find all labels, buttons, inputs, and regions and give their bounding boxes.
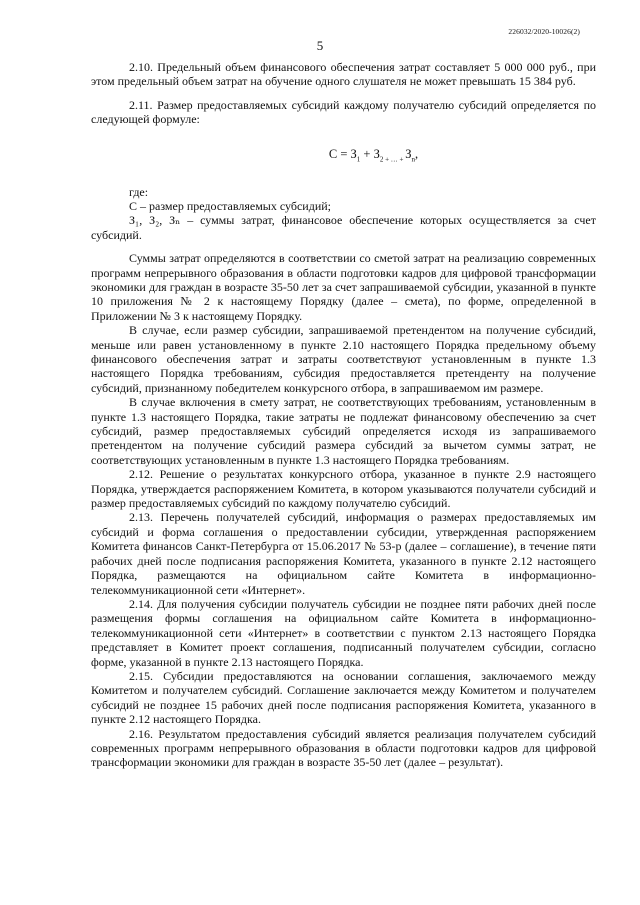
paragraph-2-12: 2.12. Решение о результатах конкурсного отбора, указанное в пункте 2.9 настоящего Порядка, утверждается распоряжением Комитета, в котором указываются получатели субсидий и размер предоставляемых субсидий по каждому получателю субсидий. — [91, 467, 596, 511]
formula-sub-2: 2 + … + — [379, 155, 406, 164]
formula-plus: + З — [360, 146, 380, 161]
paragraph-2-14: 2.14. Для получения субсидии получатель субсидии не позднее пяти рабочих дней после размещения формы соглашения на официальном сайте Комитета в информационно-телекоммуникационной сети «Интернет» в соответствии с пунктом 2.13 настоящего Порядка представляет в Комитет проект соглашения, подписанный получателем субсидии, согласно форме, указанной в пункте 2.13 настоящего Порядка. — [91, 596, 596, 669]
formula-end: , — [415, 146, 419, 161]
formula-sub-n: n — [411, 155, 415, 164]
paragraph-2-10: 2.10. Предельный объем финансового обеспечения затрат составляет 5 000 000 руб., при этом предельный объем затрат на обучение одного слушателя не может превышать 15 384 руб. — [91, 60, 596, 89]
paragraph-sums: Суммы затрат определяются в соответствии со сметой затрат на реализацию современных программ непрерывного образования в области подготовки кадров для цифровой трансформации экономики для граждан в возрасте 35-50 лет за счет запрашиваемой субсидии, указанной в пункте 10 приложения № 2 к настоящему Порядку (далее – смета), по форме, определенной в Приложении № 3 к настоящему Порядку. — [91, 251, 596, 323]
document-body — [91, 60, 596, 770]
paragraph-case-1: В случае, если размер субсидии, запрашиваемой претендентом на получение субсидий, меньше или равен установленному в пункте 2.10 настоящего Порядка предельному объему финансового обеспечения затрат и затраты соответствуют установленным в пункте 1.3 настоящего Порядка требованиям, субсидия предоставляется претенденту на получение субсидий, признанному победителем конкурсного отбора, в запрашиваемом им размере. — [91, 323, 596, 395]
definition-c: С – размер предоставляемых субсидий; — [129, 198, 332, 213]
formula-z: З — [405, 146, 412, 161]
page-number: 5 — [316, 38, 324, 53]
where-label: где: — [129, 184, 149, 199]
definition-z: З₁, З₂, Зₙ – суммы затрат, финансовое обеспечение которых осуществляется за счет субсидий. — [91, 213, 596, 242]
paragraph-2-13: 2.13. Перечень получателей субсидий, информация о размерах предоставляемых им субсидий и форма соглашения о предоставлении субсидии, утвержденная распоряжением Комитета финансов Санкт-Петербурга от 15.06.2017 № 53-р (далее – соглашение), в течение пяти рабочих дней после подписания распоряжения Комитета, указанного в пункте 2.12 настоящего Порядка, размещаются на официальном сайте Комитета в информационно-телекоммуникационной сети «Интернет». — [91, 510, 596, 597]
paragraph-2-11: 2.11. Размер предоставляемых субсидий каждому получателю субсидий определяется по следующей формуле: — [91, 97, 596, 127]
formula-sub-1: 1 — [356, 155, 361, 164]
formula-definitions — [91, 185, 596, 243]
paragraph-2-16: 2.16. Результатом предоставления субсидий является реализация получателем субсидий современных программ непрерывного образования в области подготовки кадров для цифровой трансформации экономики для граждан в возрасте 35-50 лет (далее – результат). — [91, 726, 596, 770]
subsidy-formula — [91, 147, 596, 167]
document-id: 226032/2020-10026(2) — [508, 27, 580, 36]
formula-lhs: С = З — [328, 146, 357, 161]
paragraph-case-2: В случае включения в смету затрат, не соответствующих требованиям, установленным в пункте 1.3 настоящего Порядка, такие затраты не подлежат финансовому обеспечению за счет субсидий, размер предоставляемых субсидий определяется исходя из запрашиваемого претендентом на получение субсидий размера субсидий за вычетом суммы затрат, не соответствующих установленным в пункте 1.3 настоящего Порядка требованиям. — [91, 395, 596, 467]
paragraph-2-15: 2.15. Субсидии предоставляются на основании соглашения, заключаемого между Комитетом и получателем субсидий. Соглашение заключается между Комитетом и получателем субсидий не позднее 15 рабочих дней после подписания распоряжения Комитета, указанного в пункте 2.12 настоящего Порядка. — [91, 668, 596, 727]
